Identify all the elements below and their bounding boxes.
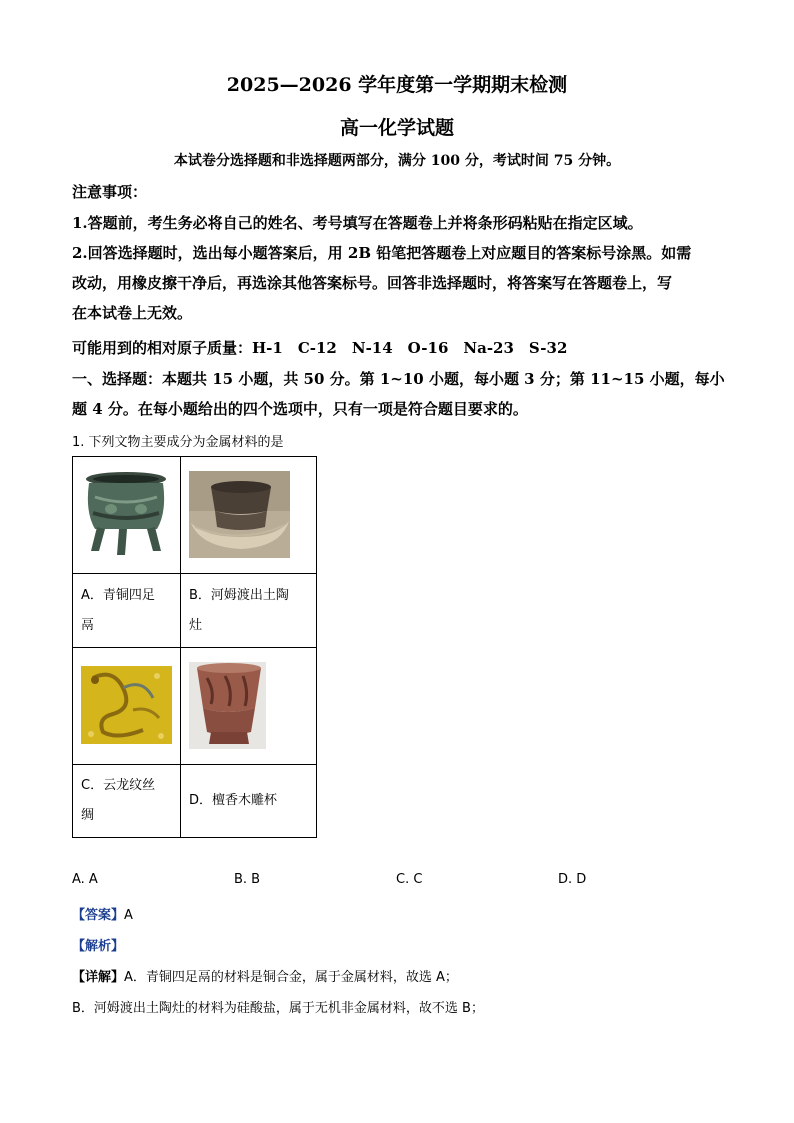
option-c-label-line-1: C．云龙纹丝 [81, 778, 156, 793]
sandalwood-cup-image [181, 648, 316, 760]
analysis-line [72, 935, 124, 954]
exam-title: 2025—2026 学年度第一学期期末检测 [226, 74, 568, 96]
notes-heading: 注意事项： [72, 183, 148, 201]
notes-item-2-line-3: 在本试卷上无效。 [72, 304, 193, 322]
detail-a-text: A．青铜四足鬲的材料是铜合金，属于金属材料，故选 A； [124, 970, 458, 985]
option-c-label-line-2: 绸 [81, 808, 95, 823]
notes-item-1: 1.答题前，考生务必将自己的姓名、考号填写在答题卷上并将条形码粘贴在指定区域。 [72, 214, 643, 232]
section-1-line-1: 一、选择题：本题共 15 小题，共 50 分。第 1~10 小题，每小题 3 分；第 11~15 小题，每小 [72, 370, 725, 388]
option-b-cell [181, 574, 317, 648]
option-a-label-line-1: A．青铜四足 [81, 587, 155, 603]
answer-line [72, 904, 133, 923]
notes-item-2-line-2: 改动，用橡皮擦干净后，再选涂其他答案标号。回答非选择题时，将答案写在答题卷上，写 [72, 274, 673, 292]
detail-line-b: B．河姆渡出土陶灶的材料为硅酸盐，属于无机非金属材料，故不选 B； [72, 1001, 484, 1016]
answer-tag: 【答案】 [72, 908, 125, 923]
question-1-stem: 1. 下列文物主要成分为金属材料的是 [72, 435, 284, 450]
detail-line-a [72, 966, 458, 985]
detail-tag: 【详解】 [72, 970, 125, 985]
option-a-label-line-2: 鬲 [81, 617, 95, 633]
silk-dragon-image [73, 648, 180, 760]
analysis-tag: 【解析】 [72, 939, 125, 954]
section-1-line-2: 题 4 分。在每小题给出的四个选项中，只有一项是符合题目要求的。 [72, 400, 528, 418]
bronze-vessel-image [73, 457, 180, 569]
option-b-label-line-2: 灶 [189, 617, 203, 633]
cell-image-a [73, 457, 181, 574]
question-1-table [72, 456, 317, 838]
notes-item-2-line-1: 2.回答选择题时，选出每小题答案后，用 2B 铅笔把答题卷上对应题目的答案标号涂黑。如需 [72, 244, 692, 262]
option-a: A. A [72, 872, 98, 887]
answer-value: A [124, 908, 133, 923]
option-a-cell [73, 574, 181, 648]
option-c-cell [73, 765, 181, 838]
exam-subtitle: 高一化学试题 [339, 117, 454, 139]
option-c: C. C [396, 872, 423, 887]
option-b: B. B [234, 872, 261, 887]
option-d: D. D [558, 872, 587, 887]
exam-intro: 本试卷分选择题和非选择题两部分，满分 100 分，考试时间 75 分钟。 [173, 153, 621, 169]
atomic-masses: 可能用到的相对原子质量：H-1 C-12 N-14 O-16 Na-23 S-32 [72, 339, 568, 357]
cell-image-b [181, 457, 317, 574]
option-d-cell [181, 765, 317, 838]
cell-image-c [73, 648, 181, 765]
cell-image-d [181, 648, 317, 765]
pottery-stove-image [181, 457, 316, 569]
option-b-label-line-1: B．河姆渡出土陶 [189, 587, 289, 603]
option-d-label: D．檀香木雕杯 [189, 793, 278, 808]
